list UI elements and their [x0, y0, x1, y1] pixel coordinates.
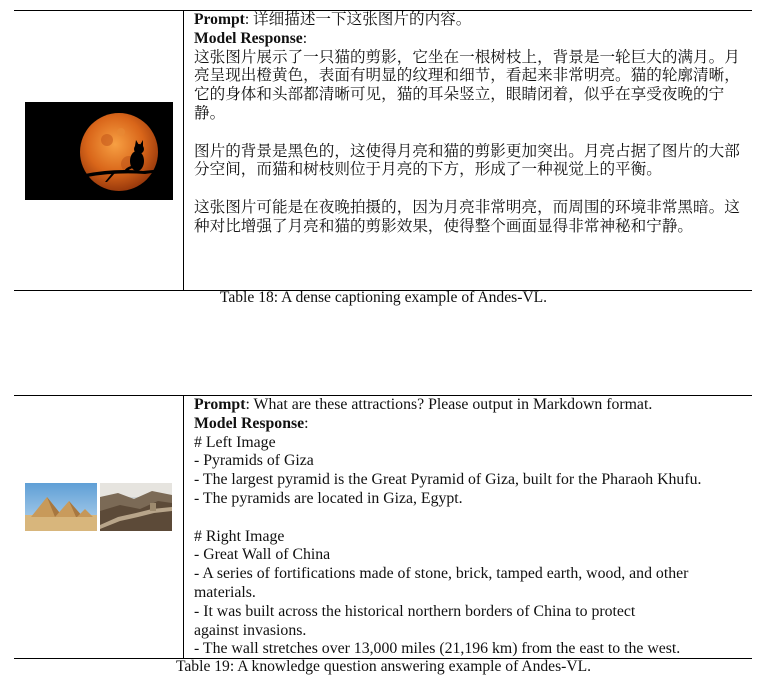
response-line: # Left Image [194, 433, 276, 451]
full-moon [80, 113, 158, 191]
prompt-text: : What are these attractions? Please output in Markdown format. [245, 396, 653, 413]
response-line: - It was built across the historical northern borders of China to protect [194, 602, 636, 620]
column-divider [183, 11, 184, 290]
table-18-caption: Table 18: A dense captioning example of Andes-VL. [219, 289, 548, 306]
response-line: - Great Wall of China [194, 546, 331, 564]
table-18 [14, 10, 752, 291]
prompt-line [194, 11, 746, 30]
response-line: against invasions. [194, 621, 307, 639]
response-line: # Right Image [194, 527, 285, 545]
text-cell [194, 396, 746, 659]
response-paragraph-2: 图片的背景是黑色的，这使得月亮和猫的剪影更加突出。月亮占据了图片的大部分空间，而猫和树枝则位于月亮的下方，形成了一种视觉上的平衡。 [194, 142, 740, 179]
prompt-label: Prompt [194, 11, 245, 28]
prompt-text: : 详细描述一下这张图片的内容。 [244, 11, 472, 28]
image-cell [14, 11, 183, 290]
response-line: - Pyramids of Giza [194, 452, 314, 470]
response-heading: Model Response: [194, 414, 309, 432]
column-divider [183, 396, 184, 658]
response-line: - The largest pyramid is the Great Pyramid of Giza, built for the Pharaoh Khufu. [194, 471, 702, 489]
response-line: - The pyramids are located in Giza, Egypt. [194, 489, 463, 507]
response-line: materials. [194, 583, 256, 601]
blank-line [194, 509, 746, 528]
response-paragraph-1: 这张图片展示了一只猫的剪影，它坐在一根树枝上，背景是一轮巨大的满月。月亮呈现出橙黄色，表面有明显的纹理和细节，看起来非常明亮。猫的轮廓清晰，它的身体和头部都清晰可见，猫的耳朵竖立，眼睛闭着，似乎在享受夜晚的宁静。 [194, 48, 740, 122]
pyramids-image [25, 483, 97, 531]
response-label: Model Response [194, 29, 303, 47]
response-label: Model Response [194, 414, 305, 432]
response-heading: Model Response: [194, 29, 308, 47]
great-wall-image [100, 483, 172, 531]
response-paragraph-3: 这张图片可能是在夜晚拍摄的，因为月亮非常明亮，而周围的环境非常黑暗。这种对比增强了月亮和猫的剪影效果，使得整个画面显得非常神秘和宁静。 [194, 198, 740, 235]
response-line: - A series of fortifications made of stone, brick, tamped earth, wood, and other [194, 565, 689, 583]
table-19 [14, 395, 752, 659]
table-19-caption: Table 19: A knowledge question answering example of Andes-VL. [175, 658, 592, 675]
response-line: - The wall stretches over 13,000 miles (21,196 km) from the east to the west. [194, 640, 681, 658]
moon-cat-image [25, 102, 173, 200]
prompt-label: Prompt [194, 396, 246, 413]
text-cell [194, 11, 746, 237]
image-cell [14, 396, 183, 658]
prompt-line [194, 396, 746, 415]
